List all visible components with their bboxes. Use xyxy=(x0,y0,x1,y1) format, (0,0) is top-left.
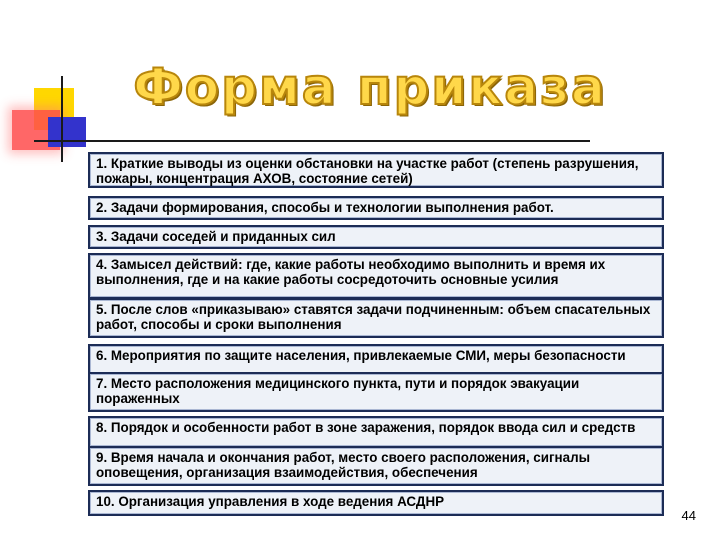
order-item-6: 6. Мероприятия по защите населения, привлекаемые СМИ, меры безопасности xyxy=(88,344,664,376)
decorative-blue-square xyxy=(48,117,86,147)
decorative-horizontal-line xyxy=(34,140,590,142)
order-item-3: 3. Задачи соседей и приданных сил xyxy=(88,225,664,249)
order-item-2: 2. Задачи формирования, способы и технологии выполнения работ. xyxy=(88,196,664,220)
order-item-10: 10. Организация управления в ходе ведения АСДНР xyxy=(88,490,664,516)
order-item-5: 5. После слов «приказываю» ставятся задачи подчиненным: объем спасательных работ, способы и сроки выполнения xyxy=(88,298,664,338)
order-item-7: 7. Место расположения медицинского пункта, пути и порядок эвакуации пораженных xyxy=(88,372,664,412)
slide-title: Форма приказа xyxy=(133,58,607,116)
page-number: 44 xyxy=(681,508,696,523)
order-item-4: 4. Замысел действий: где, какие работы необходимо выполнить и время их выполнения, где и на какие работы сосредоточить основные усилия xyxy=(88,253,664,299)
order-item-1: 1. Краткие выводы из оценки обстановки на участке работ (степень разрушения, пожары, концентрация АХОВ, состояние сетей) xyxy=(88,152,664,188)
order-item-8: 8. Порядок и особенности работ в зоне заражения, порядок ввода сил и средств xyxy=(88,416,664,448)
order-item-9: 9. Время начала и окончания работ, место своего расположения, сигналы оповещения, организация взаимодействия, обеспечения xyxy=(88,446,664,486)
